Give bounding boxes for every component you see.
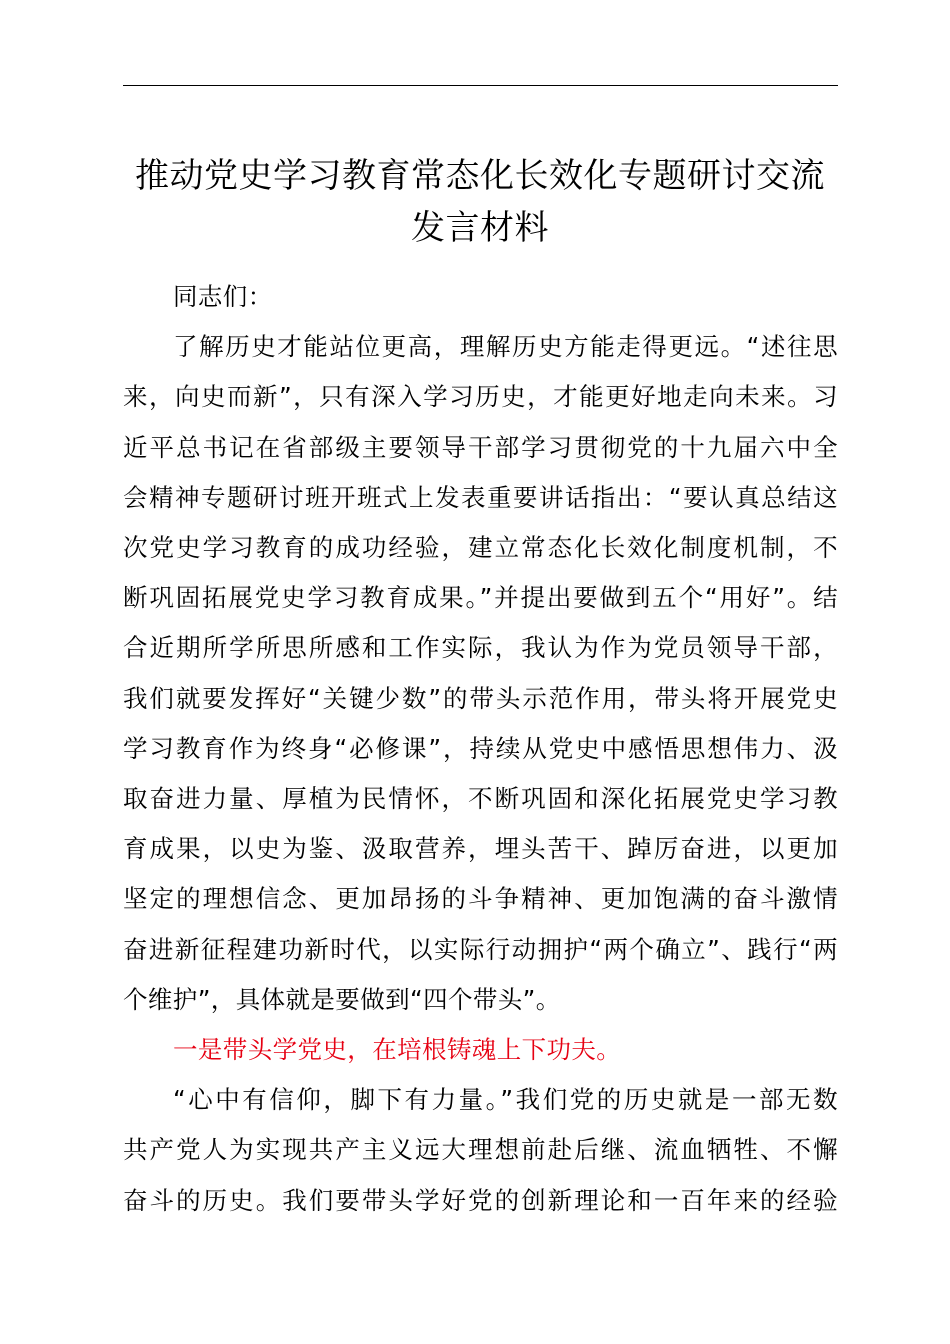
paragraph-2-line: 共产党人为实现共产主义远大理想前赴后继、流血牺牲、不懈 (123, 1135, 838, 1165)
paragraph-1-line: 我们就要发挥好“关键少数”的带头示范作用，带头将开展党史 (123, 683, 838, 713)
paragraph-2-line: “心中有信仰，脚下有力量。”我们党的历史就是一部无数 (173, 1085, 838, 1115)
document-title (110, 150, 850, 254)
paragraph-1-line: 奋进新征程建功新时代，以实际行动拥护“两个确立”、践行“两 (123, 934, 838, 964)
paragraph-1-line: 会精神专题研讨班开班式上发表重要讲话指出：“要认真总结这 (123, 482, 838, 512)
paragraph-1-line: 了解历史才能站位更高，理解历史方能走得更远。“述往思 (173, 332, 838, 362)
paragraph-1-line: 近平总书记在省部级主要领导干部学习贯彻党的十九届六中全 (123, 432, 838, 462)
salutation: 同志们： (173, 282, 273, 311)
paragraph-1-line: 坚定的理想信念、更加昂扬的斗争精神、更加饱满的奋斗激情 (123, 884, 838, 914)
title-line-1: 推动党史学习教育常态化长效化专题研讨交流 (135, 156, 825, 196)
header-rule (123, 85, 838, 86)
paragraph-1-line: 断巩固拓展党史学习教育成果。”并提出要做到五个“用好”。结 (123, 583, 838, 613)
paragraph-1-line: 次党史学习教育的成功经验，建立常态化长效化制度机制，不 (123, 533, 838, 563)
paragraph-1-line: 学习教育作为终身“必修课”，持续从党史中感悟思想伟力、汲 (123, 733, 838, 763)
paragraph-1-line: 取奋进力量、厚植为民情怀，不断巩固和深化拓展党史学习教 (123, 784, 838, 814)
paragraph-1-line: 来，向史而新”，只有深入学习历史，才能更好地走向未来。习 (123, 382, 838, 412)
paragraph-2-line: 奋斗的历史。我们要带头学好党的创新理论和一百年来的经验 (123, 1185, 838, 1215)
title-line-2: 发言材料 (411, 208, 549, 248)
paragraph-1-line: 育成果，以史为鉴、汲取营养，埋头苦干、踔厉奋进，以更加 (123, 834, 838, 864)
paragraph-1-line: 合近期所学所思所感和工作实际，我认为作为党员领导干部， (123, 633, 838, 663)
document-body (123, 272, 838, 1226)
paragraph-1-line: 个维护”，具体就是要做到“四个带头”。 (123, 984, 561, 1014)
section-heading-1: 一是带头学党史，在培根铸魂上下功夫。 (173, 1035, 622, 1065)
